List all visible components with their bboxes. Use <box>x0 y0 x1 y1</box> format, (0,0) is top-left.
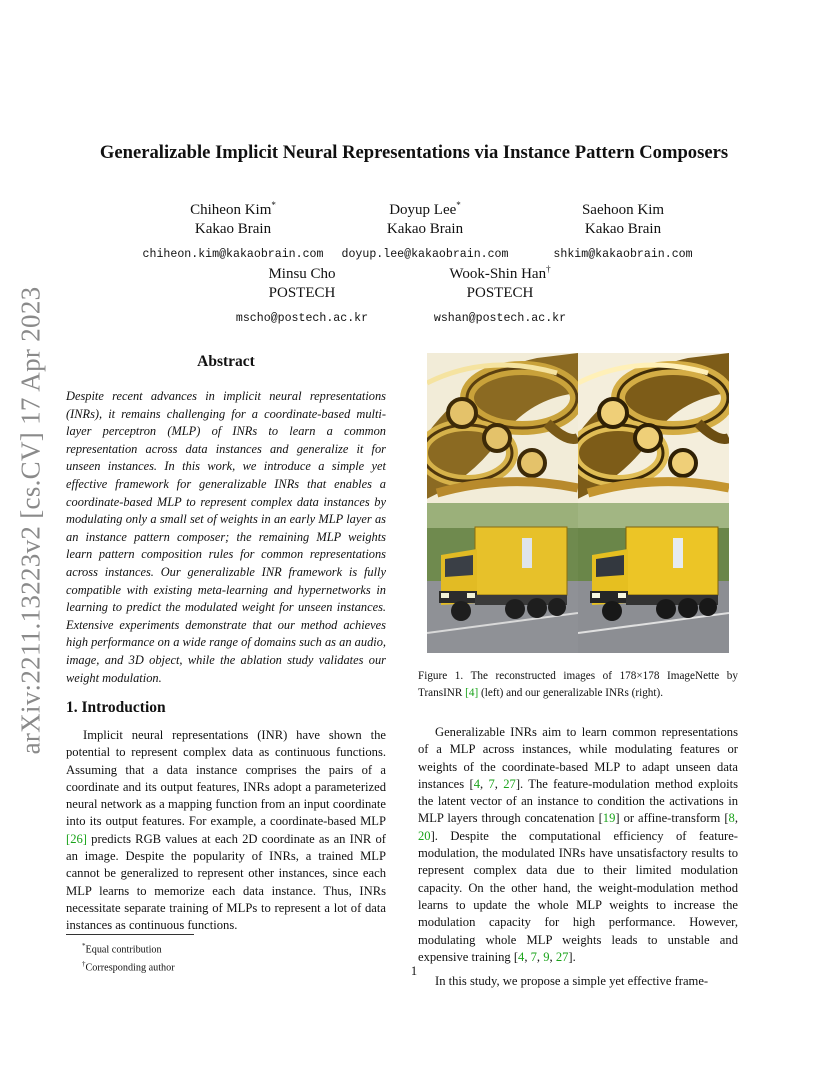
citation-link[interactable]: [26] <box>66 831 87 846</box>
author-email: wshan@postech.ac.kr <box>433 312 567 325</box>
author-affiliation: Kakao Brain <box>194 221 272 237</box>
paper-title: Generalizable Implicit Neural Representations via Instance Pattern Composers <box>99 142 729 163</box>
author-block <box>523 196 723 264</box>
page-number: 1 <box>410 964 418 978</box>
body-text: Implicit neural representations (INR) have shown the potential to represent complex data as continuous functions. Assuming that a data instance comprises the pairs of a coordinate and its output features, INRs adopt a parameterized neural network as a mapping function from an input coordinate into its output features. For example, a coordinate-based MLP <box>66 728 386 829</box>
citation-link[interactable]: 27 <box>503 776 516 791</box>
body-text: , <box>524 949 531 964</box>
author-block <box>212 260 392 328</box>
footnote-mark: † <box>82 960 86 969</box>
figure-image-truck-ours <box>578 503 729 653</box>
author-block <box>410 260 590 328</box>
caption-text: (left) and our generalizable INRs (right). <box>478 686 664 699</box>
author-block <box>108 196 358 264</box>
body-text: predicts RGB values at each 2D coordinate as an INR of an image. Despite the popularity of INRs, a trained MLP cannot be generalized to represent other instances, since each MLP learns to memorize each data instance. Thus, INRs necessitate separate training of MLPs to represent a lot of data instances as continuous functions. <box>66 831 386 933</box>
body-text: Generalizable INRs aim to learn common representations of a MLP across instances, while modulating features or weights of the coordinate-based MLP to adapt unseen data instances [ <box>418 725 738 791</box>
footnote-text: Equal contribution <box>85 944 162 956</box>
citation-link[interactable]: [4] <box>465 686 479 699</box>
author-name: Doyup Lee <box>389 202 457 218</box>
figure-1 <box>427 353 729 653</box>
body-text: , <box>494 776 504 791</box>
author-mark: * <box>456 200 461 210</box>
author-affiliation: Kakao Brain <box>584 221 662 237</box>
citation-link[interactable]: 9 <box>543 949 550 964</box>
author-email: chiheon.kim@kakaobrain.com <box>142 248 324 261</box>
caption-text: Figure 1. The reconstructed images of 178×178 ImageNette by TransINR <box>418 670 738 699</box>
citation-link[interactable]: 4 <box>473 776 480 791</box>
citation-link[interactable]: 20 <box>418 828 431 843</box>
section-heading-introduction: 1. Introduction <box>66 699 166 716</box>
arxiv-stamp-text: arXiv:2211.13223v2 [cs.CV] 17 Apr 2023 <box>15 286 46 754</box>
author-affiliation: POSTECH <box>466 285 534 301</box>
introduction-paragraph <box>66 727 386 935</box>
author-name: Wook-Shin Han <box>449 266 547 282</box>
right-column-body <box>418 724 738 990</box>
footnote-text: Corresponding author <box>85 962 175 974</box>
body-text: ]. The feature-modulation method exploits the latent vector of an instance to condition the activations in MLP layers through concatenation [ <box>418 776 739 826</box>
footnote-rule <box>66 934 194 935</box>
figure-image-truck-transinr <box>427 503 578 653</box>
citation-link[interactable]: 19 <box>602 811 616 826</box>
body-text: ]. <box>568 949 576 964</box>
author-affiliation: Kakao Brain <box>386 221 464 237</box>
citation-link[interactable]: 7 <box>530 949 537 964</box>
author-email: mscho@postech.ac.kr <box>235 312 369 325</box>
author-name: Chiheon Kim <box>190 202 272 218</box>
abstract-heading: Abstract <box>197 353 255 370</box>
body-text: ] or affine-transform [ <box>615 811 729 826</box>
footnote-mark: * <box>82 942 86 950</box>
citation-link[interactable]: 4 <box>518 949 525 964</box>
author-email: doyup.lee@kakaobrain.com <box>341 248 509 261</box>
citation-link[interactable]: 27 <box>555 949 569 964</box>
author-name: Minsu Cho <box>268 266 336 282</box>
figure-caption <box>418 668 738 701</box>
body-text: , <box>536 949 544 964</box>
author-name: Saehoon Kim <box>581 202 665 218</box>
body-text: ]. Despite the computational efficiency of feature-modulation, the modulated INRs have unsatisfactory results to represent complex data due to their limited modulation capacity. On the other hand, the weight-modulation method learns to update the whole MLP weights to increase the modulation capacity for high performance. However, modulating whole MLP weights leads to unstable and expensive training [ <box>418 828 738 964</box>
author-block <box>325 196 525 264</box>
footnote-item <box>66 939 175 957</box>
abstract-text: Despite recent advances in implicit neural representations (INRs), it remains challenging for a coordinate-based multi-layer perceptron (MLP) of INRs to learn a common representation across data instances and generalize it for unseen instances. In this work, we introduce a simple yet effective framework for generalizable INRs that enables a coordinate-based MLP to represent complex data instances by modulating only a small set of weights in an early MLP layer as an instance pattern composer; the remaining MLP weights learn pattern composition rules for common representations across instances. Our generalizable INR framework is fully compatible with existing meta-learning and hypernetworks in learning to predict the modulated weight for unseen instances. Extensive experiments demonstrate that our method achieves high performance on a wide range of domains such as an audio, image, and 3D object, while the ablation study validates our weight modulation. <box>66 389 386 685</box>
body-text: , <box>549 949 556 964</box>
author-mark: † <box>546 264 551 274</box>
author-mark: * <box>271 200 276 210</box>
author-affiliation: POSTECH <box>268 285 336 301</box>
citation-link[interactable]: 7 <box>488 776 495 791</box>
arxiv-stamp <box>14 285 48 755</box>
figure-image-horn-transinr <box>427 353 578 503</box>
figure-image-horn-ours <box>578 353 729 503</box>
body-text: , <box>479 776 489 791</box>
body-paragraph: In this study, we propose a simple yet effective frame- <box>435 974 709 989</box>
body-paragraph <box>418 724 738 966</box>
citation-link[interactable]: 8 <box>728 811 735 826</box>
author-email: shkim@kakaobrain.com <box>553 248 693 261</box>
body-text: , <box>734 811 738 826</box>
